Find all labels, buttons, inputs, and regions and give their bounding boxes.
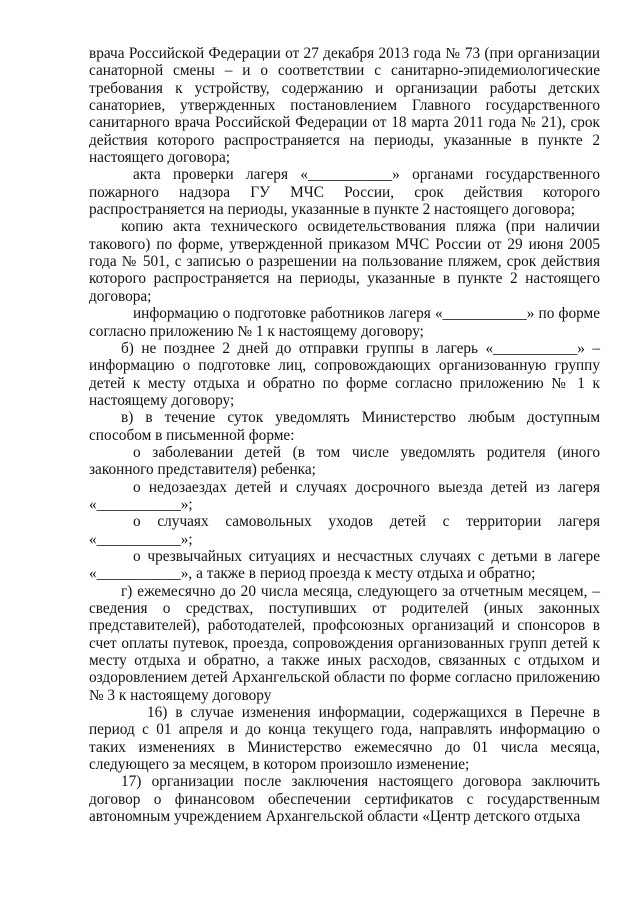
paragraph-item-16: 16) в случае изменения информации, содержащихся в Перечне в период с 01 апреля и до конца текущего года, направлять информацию о таких изменениях в Министерство ежемесячно до 01 числа месяца, следующего за месяцем, в котором произошло изменение; (89, 704, 600, 774)
paragraph-illness-notice: о заболевании детей (в том числе уведомлять родителя (иного законного представителя) ребенка; (89, 443, 600, 479)
paragraph-unauthorized-leave-notice: о случаях самовольных уходов детей с территории лагеря «___________»; (89, 513, 600, 548)
document-body (89, 45, 600, 825)
paragraph-staff-preparation-info: информацию о подготовке работников лагеря «___________» по форме согласно приложению № 1 к настоящему договору; (89, 305, 600, 340)
paragraph-early-departure-notice: о недозаездах детей и случаях досрочного выезда детей из лагеря «___________»; (89, 478, 600, 513)
paragraph-item-v: в) в течение суток уведомлять Министерство любым доступным способом в письменной форме: (89, 409, 600, 444)
paragraph-sanitary-conclusion: врача Российской Федерации от 27 декабря 2013 года № 73 (при организации санаторной смены – и о соответствии с санитарно-эпидемиологические требования к устройству, содержанию и организации работы детских санаториев, утвержденных постановлением Главного государственного санитарного врача Российской Федерации от 18 марта 2011 года № 21), срок действия которого распространяется на периоды, указанные в пункте 2 настоящего договора; (89, 45, 600, 167)
paragraph-fire-inspection-act: акта проверки лагеря «___________» органами государственного пожарного надзора ГУ МЧС России, срок действия которого распространяется на периоды, указанные в пункте 2 настоящего договора; (89, 166, 600, 219)
paragraph-beach-inspection-act: копию акта технического освидетельствования пляжа (при наличии такового) по форме, утвержденной приказом МЧС России от 29 июня 2005 года № 501, с записью о разрешении на пользование пляжем, срок действия которого распространяется на периоды, указанные в пункте 2 настоящего договора; (89, 218, 600, 305)
paragraph-item-b: б) не позднее 2 дней до отправки группы в лагерь «___________» – информацию о подготовке лиц, сопровождающих организованную группу детей к месту отдыха и обратно по форме согласно приложению № 1 к настоящему договору; (89, 339, 600, 409)
paragraph-item-g: г) ежемесячно до 20 числа месяца, следующего за отчетным месяцем, – сведения о средствах, поступивших от родителей (иных законных представителей), работодателей, профсоюзных организаций и спонсоров в счет оплаты путевок, проезда, сопровождения организованных групп детей к месту отдыха и обратно, а также иных расходов, связанных с отдыхом и оздоровлением детей Архангельской области по форме согласно приложению № 3 к настоящему договору (89, 582, 600, 704)
paragraph-emergency-notice: о чрезвычайных ситуациях и несчастных случаях с детьми в лагере «___________», а также в период проезда к месту отдыха и обратно; (89, 547, 600, 583)
paragraph-item-17: 17) организации после заключения настоящего договора заключить договор о финансовом обеспечении сертификатов с государственным автономным учреждением Архангельской области «Центр детского отдыха (89, 773, 600, 826)
